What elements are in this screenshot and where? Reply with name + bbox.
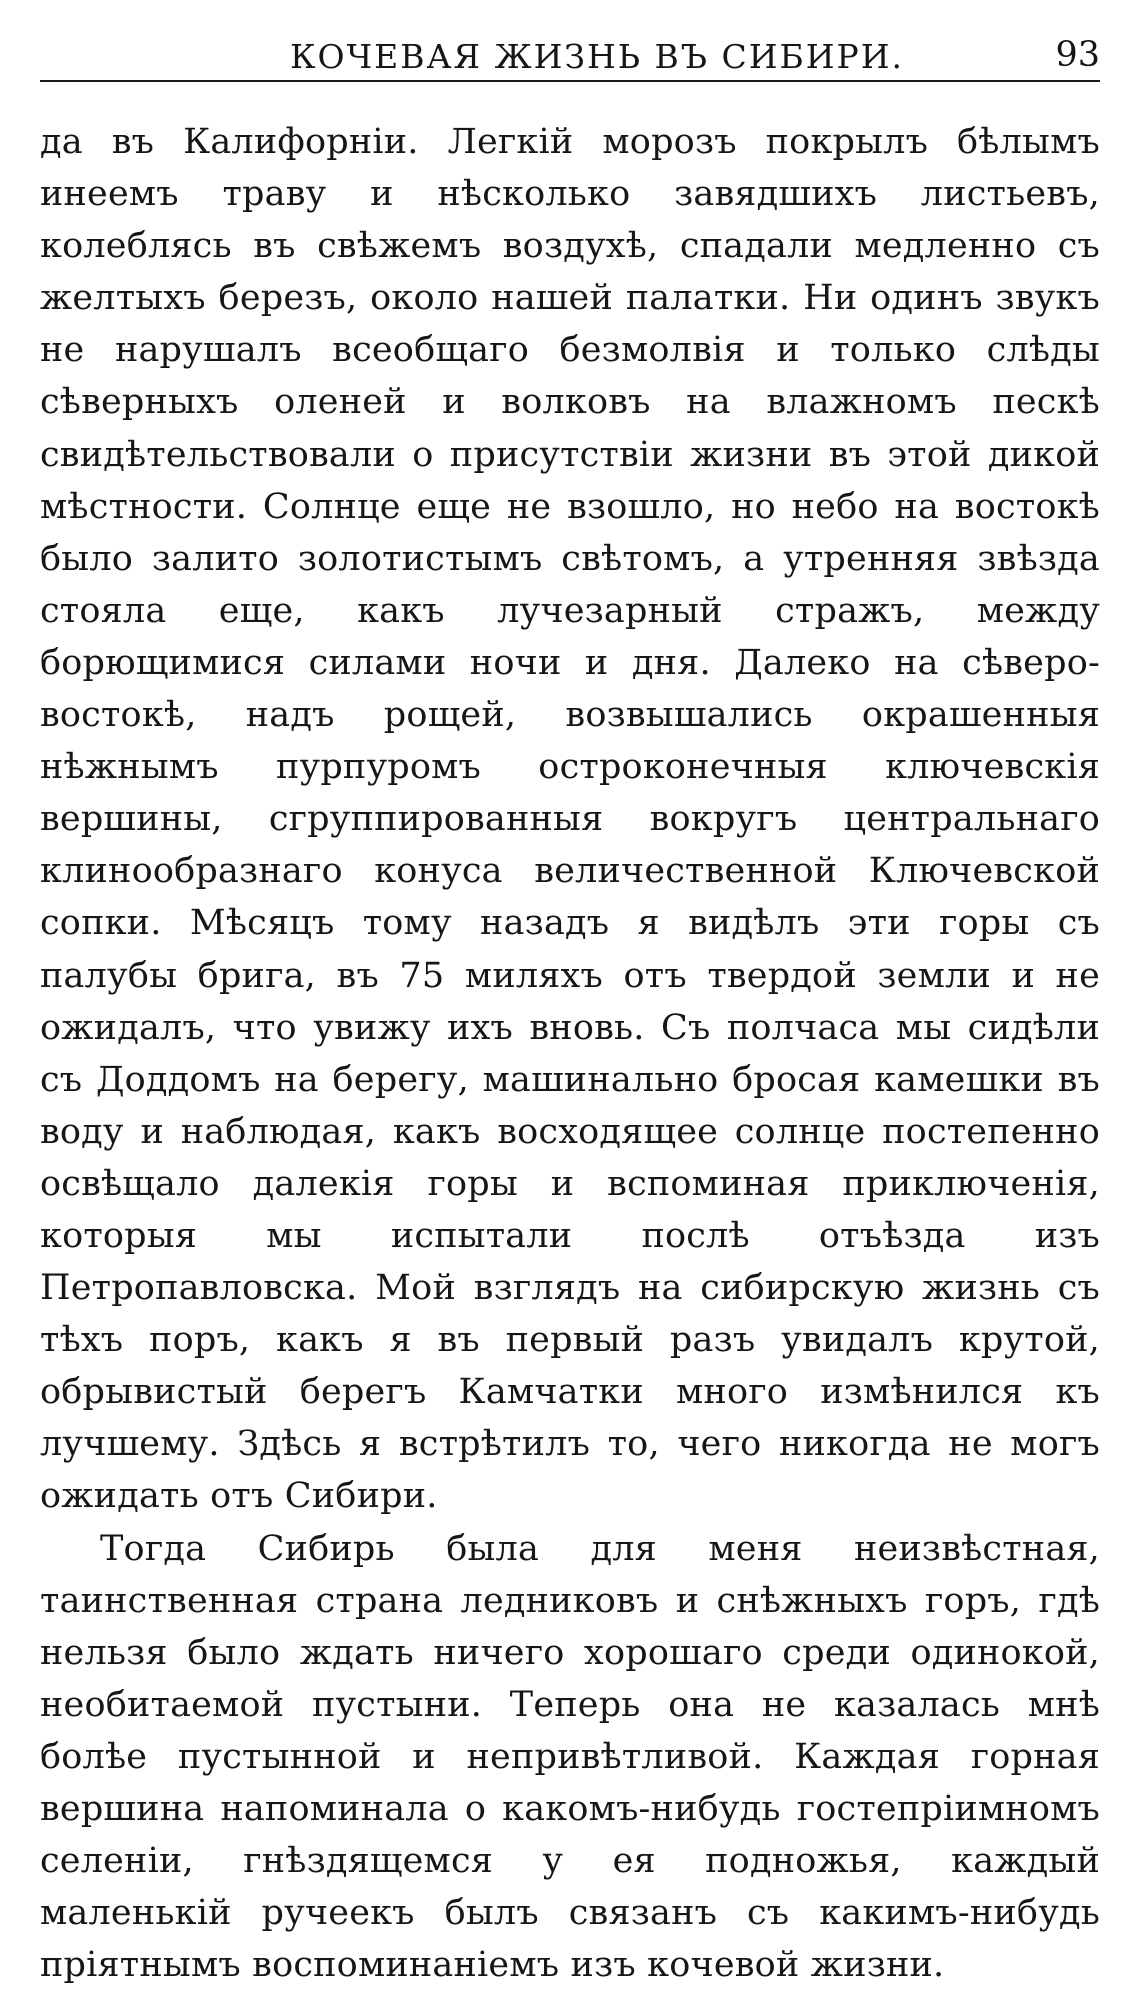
- book-page: [40, 20, 1100, 1991]
- page-number: 93: [1055, 35, 1100, 75]
- paragraph-continued: да въ Калифорніи. Легкій морозъ покрылъ бѣлымъ инеемъ траву и нѣсколько завядшихъ листьевъ, колеблясь въ свѣжемъ воздухѣ, спадали медленно съ желтыхъ березъ, около нашей палатки. Ни одинъ звукъ не нарушалъ всеобщаго безмолвія и только слѣды сѣверныхъ оленей и волковъ на влажномъ пескѣ свидѣтельствовали о присутствіи жизни въ этой дикой мѣстности. Солнце еще не взошло, но небо на востокѣ было залито золотистымъ свѣтомъ, а утренняя звѣзда стояла еще, какъ лучезарный стражъ, между борющимися силами ночи и дня. Далеко на сѣверо-востокѣ, надъ рощей, возвышались окрашенныя нѣжнымъ пурпуромъ остроконечныя ключевскія вершины, сгруппированныя вокругъ центральнаго клинообразнаго конуса величественной Ключевской сопки. Мѣсяцъ тому назадъ я видѣлъ эти горы съ палубы брига, въ 75 миляхъ отъ твердой земли и не ожидалъ, что увижу ихъ вновь. Съ полчаса мы сидѣли съ Доддомъ на берегу, машинально бросая камешки въ воду и наблюдая, какъ восходящее солнце постепенно освѣщало далекія горы и вспоминая приключенія, которыя мы испытали послѣ отъѣзда изъ Петропавловска. Мой взглядъ на сибирскую жизнь съ тѣхъ поръ, какъ я въ первый разъ увидалъ крутой, обрывистый берегъ Камчатки много измѣнился къ лучшему. Здѣсь я встрѣтилъ то, чего никогда не могъ ожидать отъ Сибири.: [40, 122, 1100, 1517]
- body-text: [40, 116, 1100, 1991]
- page-header: [40, 20, 1100, 82]
- running-title: КОЧЕВАЯ ЖИЗНЬ ВЪ СИБИРИ.: [290, 37, 904, 76]
- paragraph: Тогда Сибирь была для меня неизвѣстная, таинственная страна ледниковъ и снѣжныхъ горъ, гдѣ нельзя было ждать ничего хорошаго среди одинокой, необитаемой пустыни. Теперь она не казалась мнѣ болѣе пустынной и непривѣтливой. Каждая горная вершина напоминала о какомъ-нибудь гостепріимномъ селеніи, гнѣздящемся у ея подножья, каждый маленькій ручеекъ былъ связанъ съ какимъ-нибудь пріятнымъ воспоминаніемъ изъ кочевой жизни.: [40, 1528, 1100, 1986]
